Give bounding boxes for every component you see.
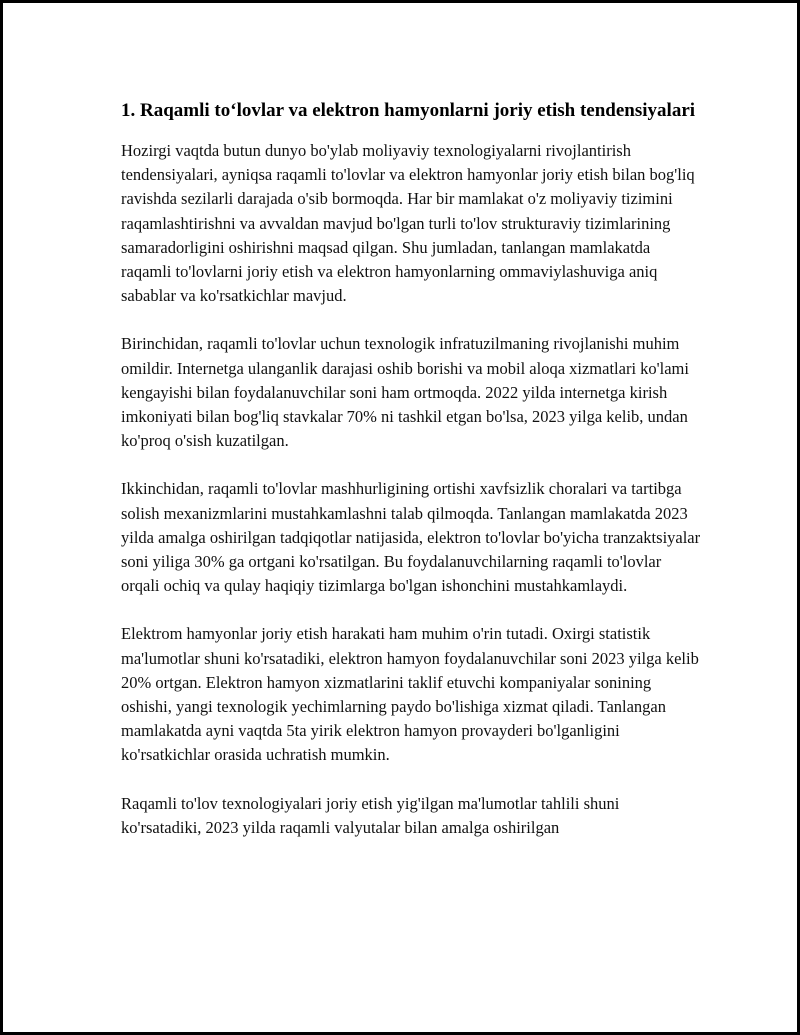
paragraph-second-reason: Ikkinchidan, raqamli to'lovlar mashhurligining ortishi xavfsizlik choralari va tartibga solish mexanizmlarini mustahkamlashni talab qilmoqda. Tanlangan mamlakatda 2023 yilda amalga oshirilgan tadqiqotlar natijasida, elektron to'lovlar bo'yicha tranzaktsiyalar soni yiliga 30% ga ortgani ko'rsatilgan. Bu foydalanuvchilarning raqamli to'lovlar orqali ochiq va qulay haqiqiy tizimlarga bo'lgan ishonchini mustahkamlaydi. (121, 479, 701, 596)
paragraph-intro: Hozirgi vaqtda butun dunyo bo'ylab moliyaviy texnologiyalarni rivojlantirish tendensiyalari, ayniqsa raqamli to'lovlar va elektron hamyonlar joriy etish bilan bog'liq ravishda sezilarli darajada o'sib bormoqda. Har bir mamlakat o'z moliyaviy tizimini raqamlashtirishni va avvaldan mavjud bo'lgan turli to'lov strukturaviy tizimlarining samaradorligini oshirishni maqsad qilgan. Shu jumladan, tanlangan mamlakatda raqamli to'lovlarni joriy etish va elektron hamyonlarning ommaviylashuviga aniq sabablar va ko'rsatkichlar mavjud. (121, 141, 695, 306)
document-body (121, 97, 701, 864)
paragraph-analysis: Raqamli to'lov texnologiyalari joriy etish yig'ilgan ma'lumotlar tahlili shuni ko'rsatadiki, 2023 yilda raqamli valyutalar bilan amalga oshirilgan (121, 793, 620, 837)
paragraph-first-reason: Birinchidan, raqamli to'lovlar uchun texnologik infratuzilmaning rivojlanishi muhim omildir. Internetga ulanganlik darajasi oshib borishi va mobil aloqa xizmatlari ko'lami kengayishi bilan foydalanuvchilar soni ham ortmoqda. 2022 yilda internetga kirish imkoniyati bilan bog'liq stavkalar 70% ni tashkil etgan bo'lsa, 2023 yilga kelib, undan ko'proq o'sish kuzatilgan. (121, 334, 689, 451)
section-heading: 1. Raqamli to‘lovlar va elektron hamyonlarni joriy etish tendensiyalari (121, 100, 696, 121)
paragraph-e-wallets: Elektrom hamyonlar joriy etish harakati ham muhim o'rin tutadi. Oxirgi statistik ma'lumotlar shuni ko'rsatadiki, elektron hamyon foydalanuvchilar soni 2023 yilga kelib 20% ortgan. Elektron hamyon xizmatlarini taklif etuvchi kompaniyalar sonining oshishi, yangi texnologik yechimlarning paydo bo'lishiga xizmat qiladi. Tanlangan mamlakatda ayni vaqtda 5ta yirik elektron hamyon provayderi bo'lganligini ko'rsatkichlar orasida uchratish mumkin. (121, 624, 699, 765)
